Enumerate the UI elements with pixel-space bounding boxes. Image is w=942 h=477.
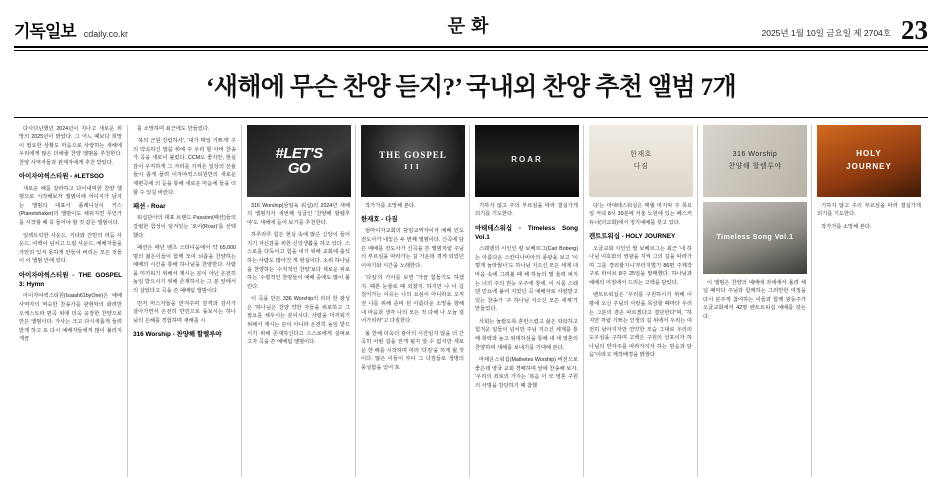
subhead-letsgo: 아이자야씩스티원 - #LETSGO bbox=[19, 173, 104, 181]
column-8 bbox=[812, 125, 926, 477]
letsgo-album-art bbox=[247, 125, 351, 197]
paragraph: 사회는 놀랍도록 혼란스럽고 삶은 팍팍하고 힘겨운 일들이 넘치만 주님 지으신 세계를 통해 희락과 높고 위대하심을 통해 내 세 영혼의 찬양하며 새해를 보내기를 기대해 본다. bbox=[475, 318, 578, 351]
album-title-line2: JOURNEY bbox=[846, 161, 892, 171]
album-title-line2: GO bbox=[287, 159, 311, 177]
article-columns bbox=[14, 125, 928, 477]
newspaper-url[interactable]: cdaily.co.kr bbox=[83, 29, 129, 39]
hanjae-album-art bbox=[589, 125, 693, 197]
paragraph: 올 한해 더욱더 광아의 시간임지 않을 더 간곡히 어떤 길을 걷게 될지 알 수 없지만 새로운 한 해를 시작하며 여러 ‘다짐’을 하게 될 것이다. 많은 이들이 부디 그 다짐들로 생명의 풍성함을 얻어 포 bbox=[361, 330, 464, 372]
newspaper-logo: 기독일보 bbox=[14, 22, 76, 41]
album-title-line1: #LET'S bbox=[275, 144, 323, 162]
column-4 bbox=[356, 125, 470, 477]
paragraph: 새로운 해를 갈라하고 다이내믹한 찬양 앨범으로 시작해보자 앨범이에 어디지가 남자는 앨범의 대표사 플래니싱이 키스(Planetshaker)의 앨범이도 채워지면 무언가를 시작할 때 꼭 들어야 할 것 같은 앨범이다. bbox=[19, 185, 122, 226]
album-title-line1: Timeless Song Vol.1 bbox=[716, 233, 794, 241]
gospel-album-art bbox=[361, 125, 465, 197]
paragraph: 아이자야씩스티원(Isaiah61byOne)은 예배 사역자의 역숙한 찬송가를 관현악의 화려한 오케스트라 편곡 위에 더욱 웅장한 찬양으로 만든 앨범이다. 가사는 크고 다시새롭게 들려받게 하고 또 다시 예배자들에게 많이 불러지게끔 bbox=[19, 293, 122, 343]
paragraph: 다’는 마대테스워십은 매월 마지막 주 목요일 저녁 8시 30분에 서울 노원에 있는 페스커듀너(더교회)에서 정기예배를 갖고 있다. bbox=[589, 202, 692, 226]
issue-info: 2025년 1월 10일 금요일 제 2704호 bbox=[761, 28, 891, 38]
paragraph: 이 곡을 만든 336 Worship의 리더 한 광성은 ‘하나님은 찬양 약한 자들을 위로하고 그 필요를 채우시는 분이시다. 사람을 미끼워기 위해서 계시는 분이 아니라 온전히 높임 받으시기 위해 존재하신다고 스스로에게 살펴보고자 곡을 쓴 예배팀 앨범이다. bbox=[247, 296, 350, 346]
paragraph: ‘다짐’의 가사를 보면 “가끔 힘들기도 하겠지. 때론 눈물로 때 외쳤지. 하지만 나 이 길 걸어가는 이유는 나의 요심이 아니라요 오직 전 나를 위해 준비 된 아름다운 소망을 향해 내 마음과 생각 나의 모든 것 다해 나 오늘 걸어가리라”고 다짐한다. bbox=[361, 275, 464, 325]
album-title-line2: 찬양해 할렐루야 bbox=[728, 162, 782, 170]
column-1 bbox=[14, 125, 128, 477]
paragraph: ‘복의 근원 강림하사’, ‘내가 매일 기쁘게’ 주의 약속하신 말씀 위에 주 우리 할 아버 찬송가 곡을 새로이 불렀다. CCM도 좋지만, 현실감이 우직하게 그 자리를 지켜온 일상의 선율들이 좁게 들려 이자야씩스티원만의 새로운 제편곡에 의 듣을 통해 새로운 마음에 들을 더할 수 있길 바란다. bbox=[133, 138, 236, 196]
masthead-rule-thick bbox=[14, 46, 928, 48]
paragraph: 패션은 매년 벤츠 스타디움에서 약 65,000명의 젊은이들이 함께 모여 뇌좁을 찬양하는 예배의 시간을 통해 하나님을 찬양한다. 사람을 미끼워기 위해서 계시는 분이 아닌 온전히 높임 받으시기 위해 존재하시는 그 분 앞에서의 살았다고 곡을 쓴 예배팀 앨범이다. bbox=[133, 245, 236, 295]
album-title-line1: 한재호 bbox=[630, 151, 652, 159]
paragraph: 밴트트워십은 “우리를 구원하시기 위해 이 땅에 오신 주님의 사랑을 목상할 때마다 우리는 그분의 겸손 따르겠다고 결단한다”며, “하지만 처럼 기쁘는 인생의 길 위에서 우리는 여전히 남아지자만 연약한 모습 그대로 우리의 도우심을 구하며 고백은 구원의 선포이자 하나님의 반자주를 따라가지자 하는 믿음과 담음”이라고 제작배경을 밝혔다. bbox=[589, 292, 692, 359]
paragraph: 일렉트릭한 사운드, 기타와 간반의 리듬 사운드, 여백이 넘치고 드럼 사운드, 예배자들을 가만히 있지 못하게 만들어 버리는 모든 것들이 이 앨범 안에 있다. bbox=[19, 232, 122, 265]
paragraph: 마태온스워십(Mathetes Worship) 버전으로 좋은데 영국 교회 경배하며 앞에 찬송해 보자. ‘우리의 죄로의 가지는 ‘복음 이 모 영혼 구원의 사명을 감당하기 때 참했 bbox=[475, 357, 578, 389]
paragraph: 를 소망하며 최근에도 만들었다. bbox=[137, 125, 210, 132]
paragraph: 다사다난했던 2024년이 지나고 새로운 희망의 2025년이 밝았다. 그 어느 때보다 희망이 필요한 상황도 마음으로 사랑하는 새해에 우리에게 많은 더해줄 찬양 앨범을 추천한다. 찬양 사역자들과 관계자에게 추천 받았다. bbox=[19, 125, 122, 166]
paragraph: 워십단아의 대표 브랜드 Passion(패션)들의 강렬한 함성이 담겨있는 ‘로어(Roar)’를 선택했다. bbox=[133, 215, 236, 239]
column-3 bbox=[242, 125, 356, 477]
headline-rule bbox=[14, 117, 928, 118]
section-title: 문화 bbox=[447, 16, 495, 36]
subhead-roar: 패션 - Roar bbox=[133, 203, 166, 211]
paragraph: 작가가를 소망해 본다. bbox=[821, 223, 872, 230]
roar-album-art bbox=[475, 125, 579, 197]
paragraph: 작가가를 소망해 본다. bbox=[365, 202, 416, 209]
album-title-line2: 다짐 bbox=[633, 162, 649, 170]
album-title-line2: III bbox=[404, 163, 422, 172]
subhead-holy-journey: 캔트트워십 - HOLY JOURNEY bbox=[589, 233, 676, 241]
album-title-line1: HOLY bbox=[856, 148, 882, 158]
paragraph: 오클교회 시인인 발 보베르그는 최근 ‘내 하나님 여호와의 영광을 지켜 그의 길을 따라가며 그를 경외할지니’부터지벌기 86편 주제작구로 라이브 8주 25일을 발매했다. 하나님과 예배의 여정에서 드리는 고백을 담았다. bbox=[589, 245, 692, 286]
paragraph: 스웨덴의 시인인 칼 보베르그(Carl Boberg)는 아름다운 스칸디나비아의 풍광을 보고 ‘이렇게 놀라웠나’도 하나님 지으신 모든 세계 내 마음 속에 그려볼 때 해 하늘의 별 울려 퍼지는 너의 주의 권능 우주에 창세. 이 시를 스웨덴 민요에 붙여 지었던 곡 예배자로 사랑받고 있는 찬송가 ‘주 하나님 지으신 모든 세계’가 만들었다. bbox=[475, 246, 578, 313]
paragraph: 먼저 마스자들을 반겨주며 감격과 감사가 살아가면서 온전히 반민으로 돌보시는 하나님의 은혜를 경험하며 새해를 시 bbox=[133, 300, 236, 324]
album-title-line1: ROAR bbox=[511, 155, 543, 165]
paragraph: 기하지 않고 주의 부르심을 따라 결실가게 되기를 기도한다. bbox=[817, 202, 921, 218]
article-headline: ‘새해에 무슨 찬양 듣지?’ 국내외 찬양 추천 앨범 7개 bbox=[205, 73, 737, 101]
subhead-gospel3: 아이자야씩스티원 - THE GOSPEL 3: Hymn bbox=[19, 271, 122, 289]
album-title-line1: 316 Worship bbox=[732, 151, 778, 159]
column-2 bbox=[128, 125, 242, 477]
subhead-worship316: 316 Worship - 찬양해 할렐루야 bbox=[133, 331, 222, 339]
album-title-line1: THE GOSPEL bbox=[379, 149, 447, 160]
paragraph: 이 앨범은 찬양의 예배에 자세에서 올려 채널 때마다 주님과 함께하는 그러만한 여정을 다시 분주게 참여하는 이들과 함께 광동주가 오클교회에서 42명 밴트트워십 예배를 갖는다. bbox=[703, 279, 806, 320]
masthead bbox=[14, 0, 928, 45]
page-number: 23 bbox=[901, 14, 928, 45]
column-6 bbox=[584, 125, 698, 477]
column-5 bbox=[470, 125, 584, 477]
worship316-album-art bbox=[703, 125, 807, 197]
paragraph: 316 Worship(삼일육 워십)의 2024년 새해의 앨범지자 새번째 싱글인 ‘찬양해 할렐루야’도 새해에 듣어 보기를 추천한다. bbox=[247, 202, 350, 226]
column-7 bbox=[698, 125, 812, 477]
paragraph: 기하지 않고 주의 부르심을 따라 결실가게 되기를 기도한다. bbox=[475, 202, 578, 218]
paragraph: 엄마이자교회의 담임교역자이자 예배 인도 전도사가 내놓은 두 번째 앨범이다. 신곡에 담은 예배를 전도사가 신곡을 쓴 앨범처럼 주님의 부르심을 따라가는 길 가운데 겪게 되었던 이야기와 시간을 노래한다. bbox=[361, 228, 464, 269]
paragraph: 하루라루 힘든 현실 속에 많은 신앙이 들어 지기 자신감을 위한 신앙생활을 하고 있다. 스스로를 다독이고 힘을 내기 위해 교회에 출석하는 사람도 많아진 게 현실이다. 소위 하나님을 찬양하는 ‘수직적인 찬양’보다 새로운 위로하는 ‘수평적인 찬양들이 예배 중에도 많이 불린다. bbox=[247, 232, 350, 290]
subhead-hanjae: 한재호 - 다짐 bbox=[361, 216, 398, 224]
holy-journey-album-art bbox=[817, 125, 921, 197]
masthead-right bbox=[761, 14, 929, 45]
timeless-album-art bbox=[703, 202, 807, 274]
subhead-timeless: 마태테스워십 - Timeless Song Vol.1 bbox=[475, 224, 578, 241]
